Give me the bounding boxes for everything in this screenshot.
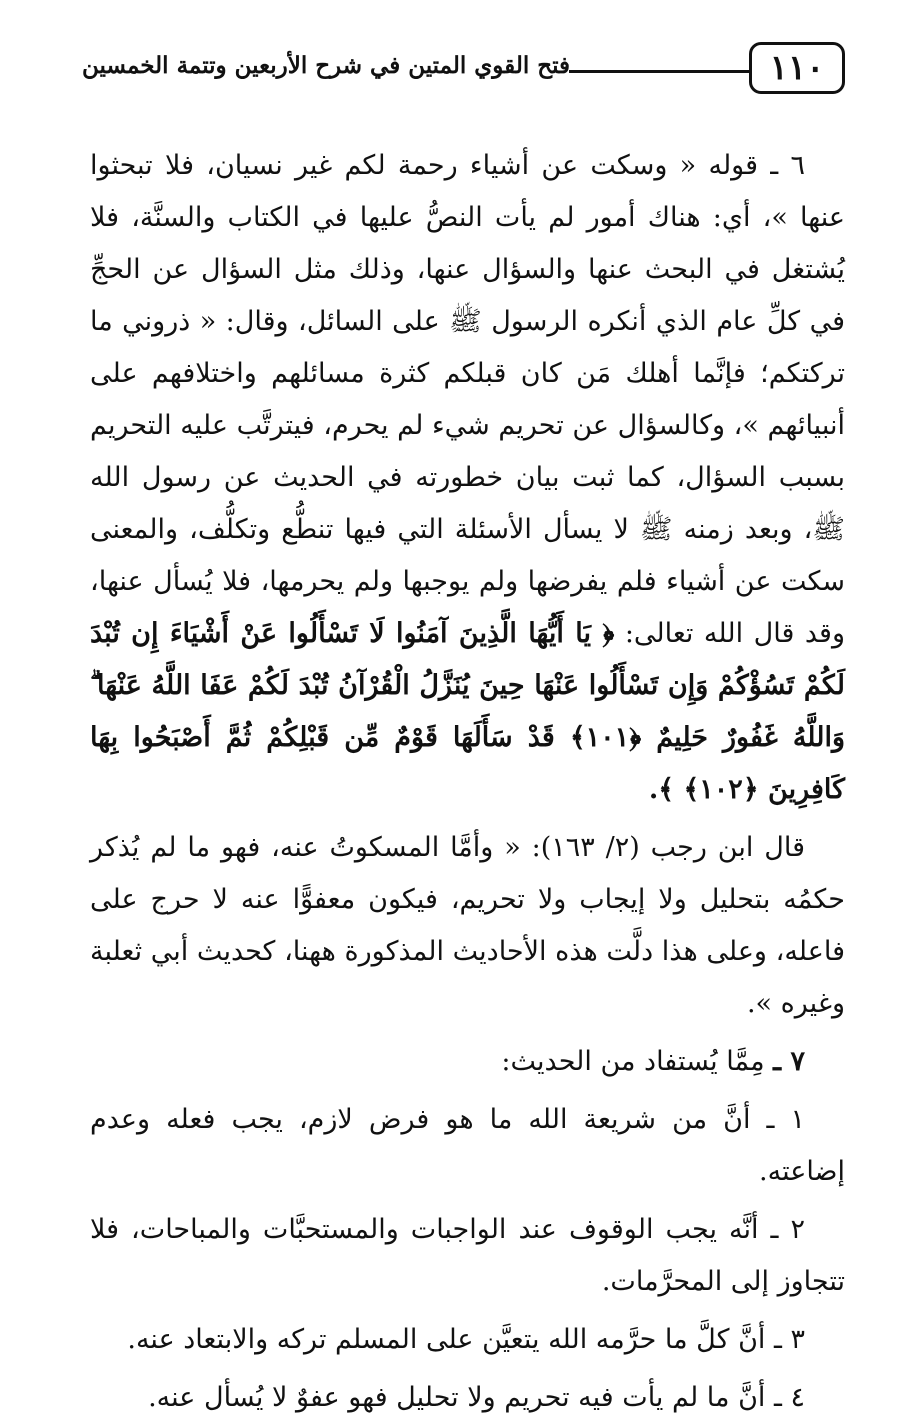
benefit-item-3: ٣ ـ أنَّ كلَّ ما حرَّمه الله يتعيَّن على المسلم تركه والابتعاد عنه. <box>127 1324 805 1355</box>
benefit-item-2: ٢ ـ أنَّه يجب الوقوف عند الواجبات والمستحبَّات والمباحات، فلا تتجاوز إلى المحرَّمات. <box>90 1214 845 1297</box>
note-6-paragraph <box>90 140 845 816</box>
benefits-heading <box>90 1036 845 1088</box>
benefits-heading-text: مِمَّا يُستفاد من الحديث: <box>501 1046 765 1077</box>
benefit-item-4: ٤ ـ أنَّ ما لم يأت فيه تحريم ولا تحليل فهو عفوٌ لا يُسأل عنه. <box>148 1382 805 1413</box>
page-number: ١١٠ <box>749 42 845 94</box>
benefits-number: ٧ ـ <box>773 1046 805 1077</box>
header-rule <box>569 70 749 73</box>
benefit-item-1: ١ ـ أنَّ من شريعة الله ما هو فرض لازم، يجب فعله وعدم إضاعته. <box>90 1104 845 1187</box>
page-header <box>75 42 845 98</box>
ibn-rajab-quote: قال ابن رجب (٢/ ١٦٣): « وأمَّا المسكوتُ عنه، فهو ما لم يُذكر حكمُه بتحليل ولا إيجاب ولا تحريم، فيكون معفوًّا عنه لا حرج على فاعله، وعلى هذا دلَّت هذه الأحاديث المذكورة ههنا، كحديث أبي ثعلبة وغيره ». <box>90 832 845 1019</box>
running-title: فتح القوي المتين في شرح الأربعين وتتمة الخمسين <box>82 52 570 79</box>
quran-verse: ﴿ يَا أَيُّهَا الَّذِينَ آمَنُوا لَا تَسْأَلُوا عَنْ أَشْيَاءَ إِن تُبْدَ لَكُمْ تَسُؤْكُمْ وَإِن تَسْأَلُوا عَنْهَا حِينَ يُنَزَّلُ الْقُرْآنُ تُبْدَ لَكُمْ عَفَا اللَّهُ عَنْهَا ۗ وَاللَّهُ غَفُورٌ حَلِيمٌ ﴿١٠١﴾ قَدْ سَأَلَهَا قَوْمٌ مِّن قَبْلِكُمْ ثُمَّ أَصْبَحُوا بِهَا كَافِرِينَ ﴿١٠٢﴾ ﴾. <box>90 618 845 805</box>
page-body <box>90 140 845 1424</box>
note-6-text: ٦ ـ قوله « وسكت عن أشياء رحمة لكم غير نسيان، فلا تبحثوا عنها »، أي: هناك أمور لم يأت النصُّ عليها في الكتاب والسنَّة، فلا يُشتغل في البحث عنها والسؤال عنها، وذلك مثل السؤال عن الحجِّ في كلِّ عام الذي أنكره الرسول ﷺ على السائل، وقال: « ذروني ما تركتكم؛ فإنَّما أهلك مَن كان قبلكم كثرة مسائلهم واختلافهم على أنبيائهم »، وكالسؤال عن تحريم شيء لم يحرم، فيترتَّب عليه التحريم بسبب السؤال، كما ثبت بيان خطورته في الحديث عن رسول الله ﷺ، وبعد زمنه ﷺ لا يسأل الأسئلة التي فيها تنطُّع وتكلُّف، والمعنى سكت عن أشياء فلم يفرضها ولم يوجبها ولم يحرمها، فلا يُسأل عنها، وقد قال الله تعالى: <box>90 150 845 649</box>
